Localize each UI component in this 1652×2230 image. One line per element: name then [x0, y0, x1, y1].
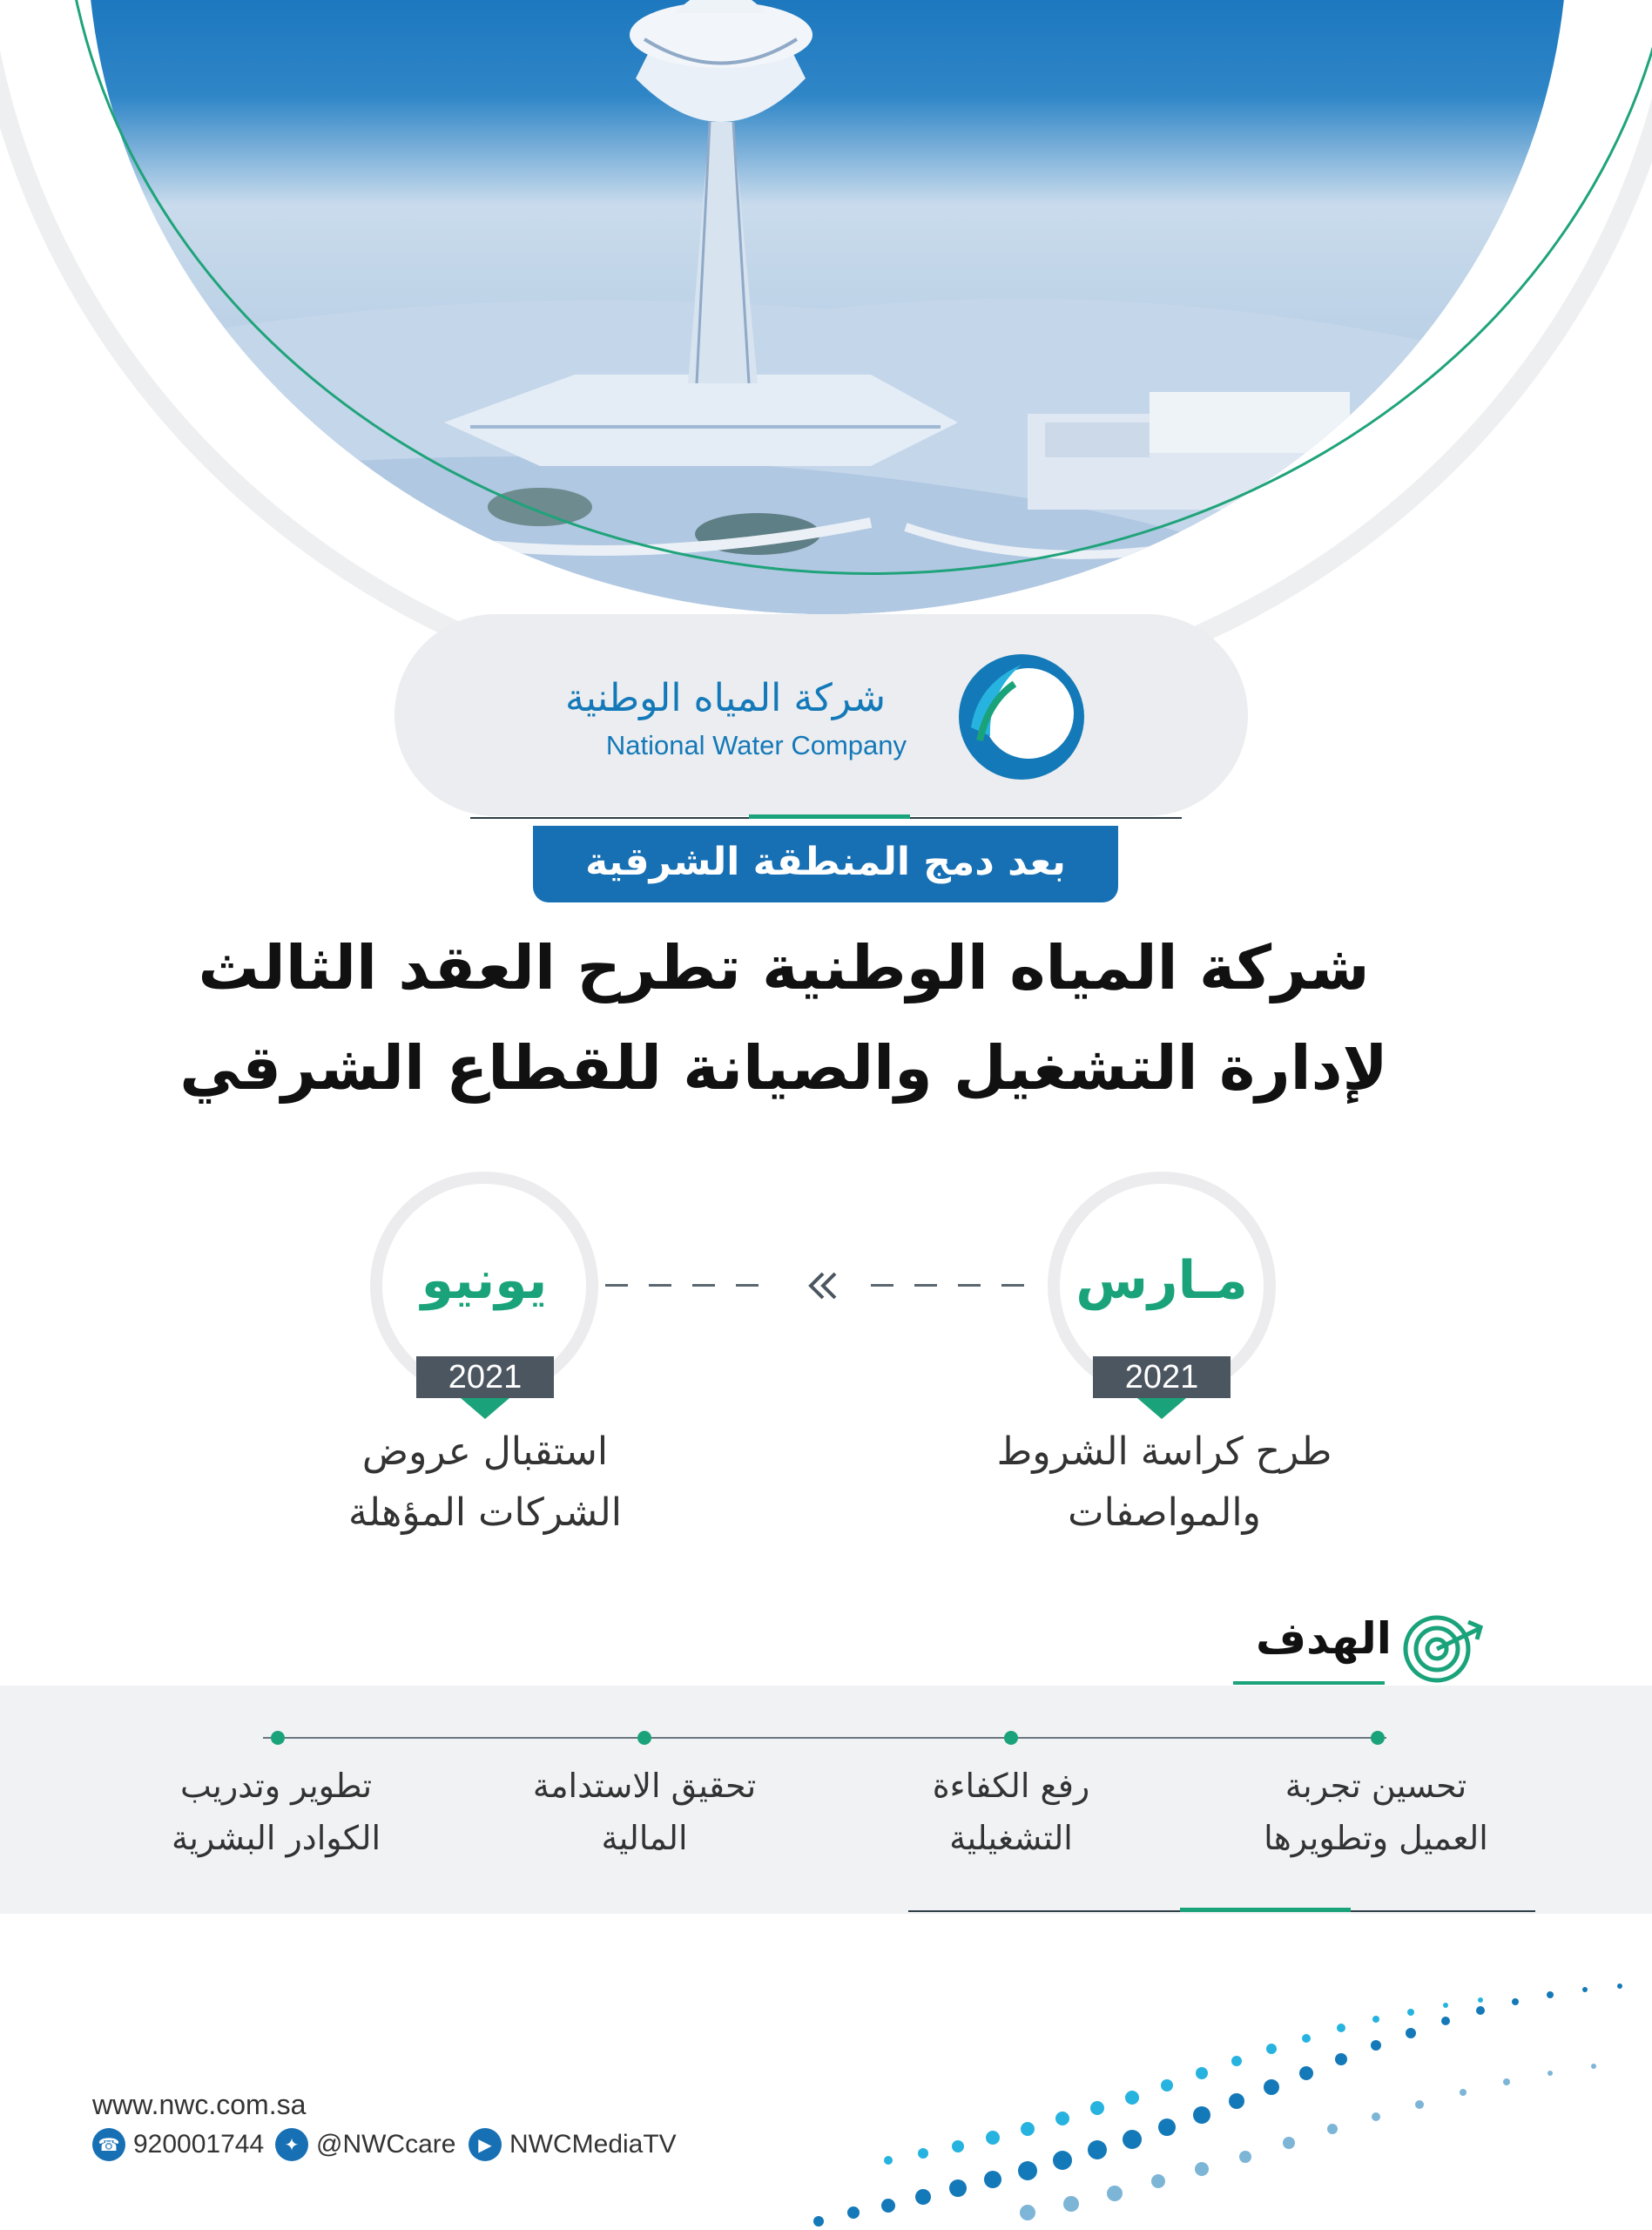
goal-item-1-line-1: تحسين تجربة	[1285, 1767, 1467, 1805]
connector-dash	[914, 1284, 937, 1287]
footer-phone-number: 920001744	[133, 2130, 265, 2159]
connector-dash	[871, 1284, 893, 1287]
timeline-text-june-1: استقبال عروض	[361, 1429, 609, 1474]
connector-dash	[649, 1284, 671, 1287]
timeline-month-march: مـارس	[1075, 1250, 1248, 1311]
goal-item-4-line-1: تطوير وتدريب	[179, 1767, 373, 1805]
goal-dot	[1004, 1731, 1018, 1745]
goal-item-1-line-2: العميل وتطويرها	[1264, 1819, 1488, 1857]
decorative-dot-wave	[766, 1951, 1652, 2230]
timeline-text-march-2: والمواصفات	[1068, 1490, 1261, 1535]
headline-line-1: شركة المياه الوطنية تطرح العقد الثالث	[198, 932, 1370, 1004]
youtube-icon: ▶	[469, 2128, 502, 2161]
timeline-month-june: يونيو	[421, 1250, 548, 1311]
goal-item-2-line-2: التشغيلية	[949, 1819, 1073, 1857]
goal-item-3	[488, 1760, 801, 1864]
goal-item-4-line-2: الكوادر البشرية	[171, 1819, 381, 1857]
timeline-pointer-june	[461, 1398, 509, 1419]
goal-dot	[1371, 1731, 1385, 1745]
connector-dash	[605, 1284, 628, 1287]
timeline-text-march-1: طرح كراسة الشروط	[996, 1429, 1332, 1474]
headline-line-2: لإدارة التشغيل والصيانة للقطاع الشرقي	[179, 1032, 1388, 1104]
goal-item-2-line-1: رفع الكفاءة	[932, 1767, 1090, 1805]
goals-bottom-accent	[1180, 1908, 1351, 1912]
subtitle-badge: بعد دمج المنطقة الشرقية	[533, 826, 1118, 902]
goal-item-4	[119, 1760, 433, 1864]
timeline-year-june: 2021	[416, 1356, 554, 1398]
phone-icon: ☎	[92, 2128, 125, 2161]
goal-item-2	[854, 1760, 1168, 1864]
footer-twitter-handle: @NWCcare	[316, 2130, 456, 2159]
connector-dash	[692, 1284, 715, 1287]
timeline-year-march: 2021	[1093, 1356, 1231, 1398]
footer-youtube[interactable]	[469, 2127, 677, 2162]
goal-item-3-line-1: تحقيق الاستدامة	[532, 1767, 757, 1805]
goals-title-underline	[1233, 1681, 1385, 1685]
timeline-pointer-march	[1137, 1398, 1186, 1419]
goal-item-1	[1219, 1760, 1533, 1864]
logo-droplet-icon	[954, 649, 1089, 784]
timeline-text-june-2: الشركات المؤهلة	[347, 1490, 623, 1535]
twitter-icon: ✦	[275, 2128, 308, 2161]
goal-item-3-line-2: المالية	[601, 1819, 688, 1857]
target-icon	[1400, 1610, 1487, 1688]
divider-accent	[749, 814, 910, 819]
logo-english-text: National Water Company	[605, 730, 907, 760]
goal-dot	[271, 1731, 285, 1745]
goals-timeline-line	[263, 1737, 1386, 1739]
connector-dash	[1001, 1284, 1024, 1287]
logo-arabic-text: شركة المياه الوطنية	[565, 676, 886, 720]
double-chevron-left-icon	[806, 1270, 844, 1301]
connector-dash	[958, 1284, 981, 1287]
footer-website[interactable]: www.nwc.com.sa	[92, 2089, 307, 2120]
goals-title: الهدف	[1256, 1613, 1392, 1664]
connector-dash	[736, 1284, 759, 1287]
goal-dot	[637, 1731, 651, 1745]
footer-youtube-channel: NWCMediaTV	[509, 2130, 677, 2159]
footer-phone[interactable]	[92, 2127, 264, 2162]
footer-twitter[interactable]	[275, 2127, 455, 2162]
